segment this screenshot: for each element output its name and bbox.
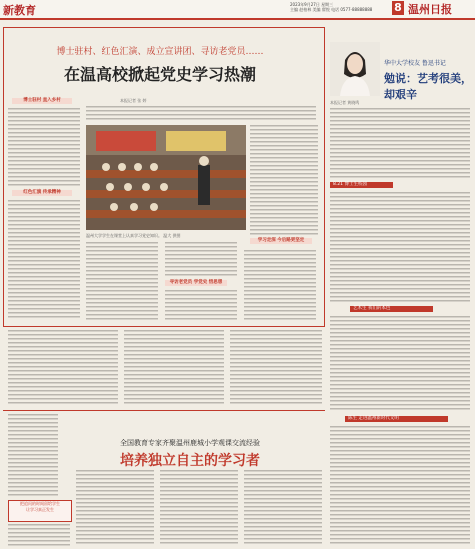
- bottom-text-3: [160, 470, 238, 546]
- lead-text-col-1a: [8, 108, 80, 186]
- masthead-meta: [290, 2, 390, 12]
- classroom-photo: [86, 125, 246, 230]
- lead-subhead-1: 博士驻村 直入乡村: [12, 98, 72, 104]
- sidebar-portrait: [330, 42, 380, 96]
- lead-photo-caption: 温州大学学生在课堂上认真学习党史知识。 温大 供图: [86, 233, 181, 238]
- section-name: 新教育: [3, 4, 36, 17]
- sidebar-bar-1: 8.21 博士生校园: [330, 182, 393, 188]
- lead-headline: 在温高校掀起党史学习热潮: [63, 65, 256, 84]
- lead-continued-2: [124, 330, 224, 406]
- sidebar-text-3: [330, 316, 470, 412]
- sidebar-byline: 本报记者 黄晓鸣: [330, 100, 360, 105]
- lead-photo: [86, 125, 246, 230]
- lead-subhead-3: 学习走深 今后路更坚定: [250, 238, 312, 244]
- bottom-text-1b: [8, 524, 70, 546]
- lead-text-col-3b: [165, 290, 237, 320]
- lead-text-col-1b: [8, 200, 80, 318]
- lead-intro-text: [86, 106, 316, 122]
- sidebar-title: 勉说：艺考很美，却艰辛: [384, 72, 472, 101]
- sidebar-text-4: [330, 426, 470, 544]
- sidebar-text-2: [330, 192, 470, 302]
- bottom-text-1a: [8, 414, 58, 496]
- masthead-date: 2023年9月27日 星期三: [290, 2, 334, 7]
- bottom-text-4: [244, 470, 322, 546]
- lead-text-col-4: [244, 250, 316, 320]
- bottom-kicker: 全国教育专家齐聚温州鹿城小学观课交流经验: [120, 439, 260, 447]
- bottom-divider: [3, 410, 325, 411]
- portrait-photo: [330, 42, 380, 96]
- pull-quote-line-2: 让学习真正发生: [26, 507, 54, 512]
- sidebar-text-1: [330, 108, 470, 180]
- pull-quote-line-1: 把追问的时间留给学生: [20, 501, 60, 506]
- lead-continued-3: [230, 330, 322, 406]
- lead-text-col-2: [86, 242, 158, 320]
- page-number: 8: [392, 1, 404, 15]
- masthead-editors: 主编 赵柏林 美编 翟悦 电话 0577-88888888: [290, 7, 373, 12]
- bottom-text-2: [76, 470, 154, 546]
- paper-name: 温州日报: [408, 3, 452, 16]
- lead-subhead-2: 红色汇演 传承精神: [12, 190, 72, 196]
- lead-byline: 本报记者 张 婷: [120, 98, 147, 103]
- lead-subhead-4: 寻访老党员 学党史 悟思想: [165, 280, 227, 286]
- lead-continued-1: [8, 330, 118, 406]
- sidebar-bar-2: 艺术生 我们的本色: [350, 306, 433, 312]
- bottom-pull-quote: [8, 500, 72, 522]
- sidebar-bar-3: 陈生 走进温州新时代文明: [345, 416, 448, 422]
- sidebar-kicker: 华中大学校友 鲁迅书记: [384, 60, 446, 67]
- bottom-headline: 培养独立自主的学习者: [120, 453, 260, 469]
- lead-kicker: 博士驻村、红色汇演、成立宣讲团、寻访老党员……: [56, 47, 264, 57]
- lead-text-col-3a: [165, 242, 237, 278]
- lead-text-col-right: [250, 125, 318, 235]
